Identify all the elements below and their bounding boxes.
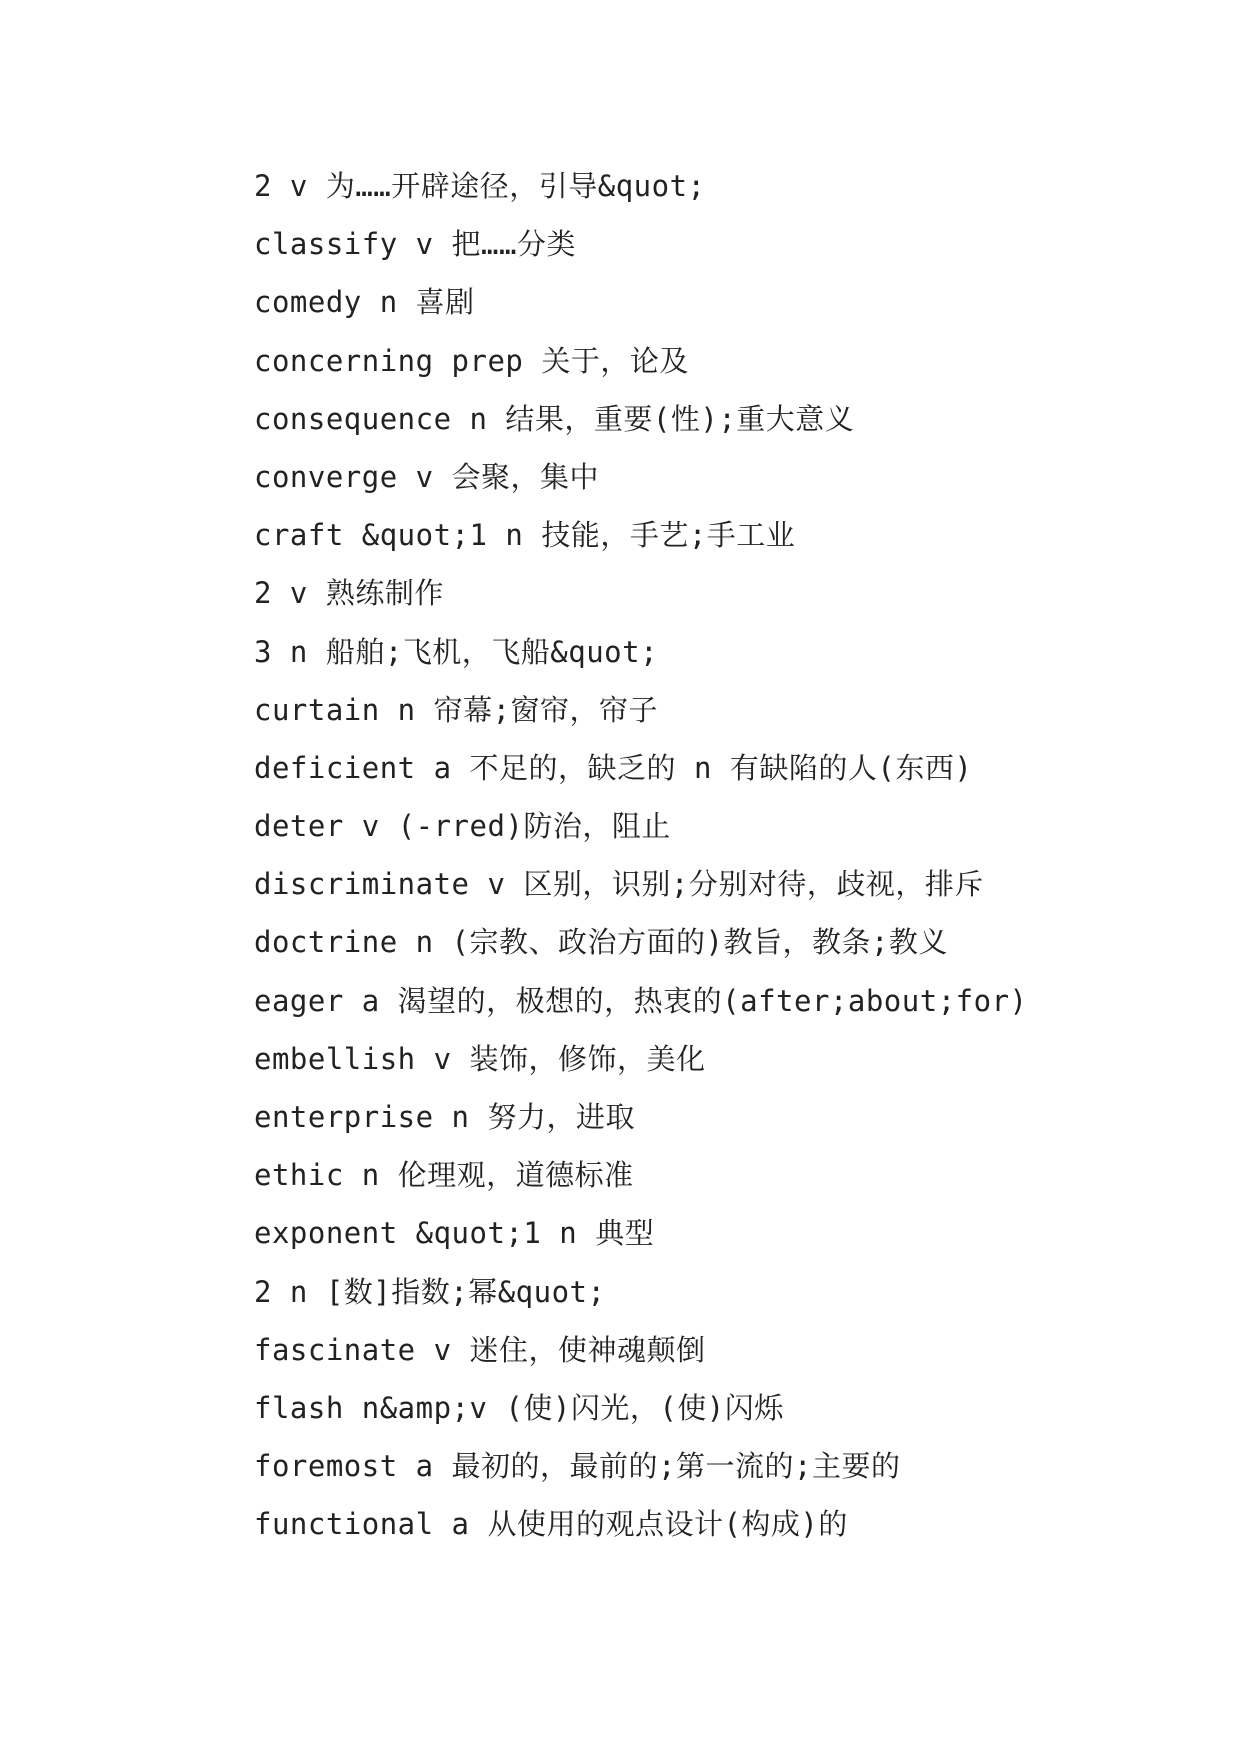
vocab-line: 2 v 熟练制作 <box>254 576 444 611</box>
vocab-line: curtain n 帘幕;窗帘，帘子 <box>254 692 659 727</box>
vocab-line: doctrine n (宗教、政治方面的)教旨，教条;教义 <box>254 925 948 960</box>
vocab-line: 2 n [数]指数;幂&quot; <box>254 1274 606 1309</box>
vocab-line: 3 n 船舶;飞机，飞船&quot; <box>254 634 659 669</box>
vocab-line: concerning prep 关于，论及 <box>254 343 689 378</box>
vocab-line: foremost a 最初的，最前的;第一流的;主要的 <box>254 1449 901 1484</box>
vocab-line: functional a 从使用的观点设计(构成)的 <box>254 1507 848 1542</box>
vocabulary-list <box>254 157 1028 1554</box>
vocab-line: flash n&amp;v (使)闪光，(使)闪烁 <box>254 1390 784 1425</box>
vocab-line: enterprise n 努力，进取 <box>254 1100 635 1134</box>
vocab-line: 2 v 为……开辟途径，引导&quot; <box>254 169 706 203</box>
vocab-line: classify v 把……分类 <box>254 227 576 262</box>
vocab-line: fascinate v 迷住，使神魂颠倒 <box>254 1332 706 1367</box>
vocab-line: craft &quot;1 n 技能，手艺;手工业 <box>254 518 796 553</box>
vocab-line: converge v 会聚，集中 <box>254 459 600 494</box>
vocab-line: deter v (-rred)防治，阻止 <box>254 809 671 844</box>
vocab-line: exponent &quot;1 n 典型 <box>254 1216 655 1251</box>
vocab-line: consequence n 结果，重要(性);重大意义 <box>254 401 855 436</box>
vocab-line: deficient a 不足的，缺乏的 n 有缺陷的人(东西) <box>254 750 973 785</box>
vocab-line: comedy n 喜剧 <box>254 285 475 320</box>
vocab-line: ethic n 伦理观，道德标准 <box>254 1158 634 1193</box>
vocab-line: embellish v 装饰，修饰，美化 <box>254 1041 706 1076</box>
vocab-line: discriminate v 区别，识别;分别对待，歧视，排斥 <box>254 867 984 902</box>
vocab-line: eager a 渴望的，极想的，热衷的(after;about;for) <box>254 983 1028 1018</box>
